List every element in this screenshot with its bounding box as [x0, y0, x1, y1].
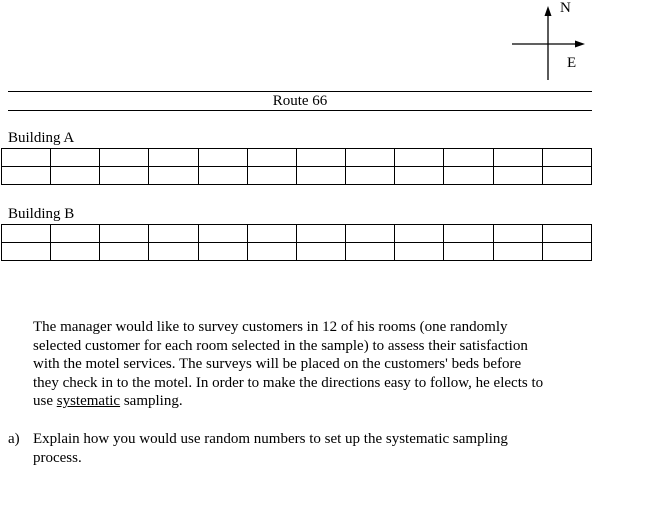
room-cell — [2, 149, 51, 167]
building-b-row — [2, 243, 592, 261]
room-cell — [542, 167, 591, 185]
room-cell — [296, 167, 345, 185]
room-cell — [296, 243, 345, 261]
room-cell — [51, 149, 100, 167]
room-cell — [444, 243, 493, 261]
room-cell — [296, 149, 345, 167]
room-cell — [395, 149, 444, 167]
room-cell — [395, 225, 444, 243]
room-cell — [100, 167, 149, 185]
room-cell — [247, 225, 296, 243]
room-cell — [100, 243, 149, 261]
road-north-edge — [8, 91, 592, 92]
room-cell — [542, 225, 591, 243]
room-cell — [149, 225, 198, 243]
building-b-rooms-grid — [1, 224, 592, 261]
passage-line: they check in to the motel. In order to make the directions easy to follow, he elects to — [33, 374, 544, 391]
room-cell — [149, 243, 198, 261]
room-cell — [2, 225, 51, 243]
compass-arrows-icon — [505, 0, 595, 85]
compass-north-label: N — [560, 0, 571, 16]
question-line: process. — [33, 449, 82, 466]
building-b-row — [2, 225, 592, 243]
room-cell — [100, 225, 149, 243]
passage-line: The manager would like to survey customers in 12 of his rooms (one randomly — [33, 319, 508, 335]
building-a-rooms-grid — [1, 148, 592, 185]
passage-line: selected customer for each room selected in the sample) to assess their satisfaction — [33, 337, 528, 354]
room-cell — [247, 167, 296, 185]
room-cell — [444, 225, 493, 243]
room-cell — [444, 149, 493, 167]
room-cell — [149, 149, 198, 167]
room-cell — [247, 149, 296, 167]
building-b-label: Building B — [8, 206, 75, 222]
room-cell — [346, 149, 395, 167]
room-cell — [296, 225, 345, 243]
room-cell — [198, 149, 247, 167]
passage-text: sampling. — [120, 393, 183, 409]
room-cell — [100, 149, 149, 167]
room-cell — [542, 149, 591, 167]
room-cell — [395, 243, 444, 261]
question-a-marker: a) — [8, 431, 20, 447]
building-a-row — [2, 167, 592, 185]
room-cell — [51, 243, 100, 261]
passage-line: with the motel services. The surveys will be placed on the customers' beds before — [33, 356, 522, 372]
passage-line — [33, 392, 593, 411]
road-name: Route 66 — [272, 93, 328, 109]
room-cell — [198, 167, 247, 185]
room-cell — [542, 243, 591, 261]
room-cell — [198, 225, 247, 243]
room-cell — [395, 167, 444, 185]
room-cell — [2, 243, 51, 261]
room-cell — [346, 225, 395, 243]
room-cell — [444, 167, 493, 185]
question-line: Explain how you would use random numbers to set up the systematic sampling — [33, 431, 508, 447]
compass-east-label: E — [567, 55, 577, 71]
room-cell — [149, 167, 198, 185]
room-cell — [493, 149, 542, 167]
question-a-text — [33, 430, 593, 467]
room-cell — [198, 243, 247, 261]
passage-text: use — [33, 393, 57, 409]
room-cell — [247, 243, 296, 261]
room-cell — [493, 243, 542, 261]
room-cell — [493, 225, 542, 243]
room-cell — [346, 167, 395, 185]
problem-passage — [33, 318, 593, 411]
building-a-row — [2, 149, 592, 167]
road-south-edge — [8, 110, 592, 111]
room-cell — [346, 243, 395, 261]
building-a-label: Building A — [8, 130, 75, 146]
sampling-term: systematic — [56, 393, 121, 409]
room-cell — [51, 167, 100, 185]
room-cell — [51, 225, 100, 243]
room-cell — [2, 167, 51, 185]
room-cell — [493, 167, 542, 185]
